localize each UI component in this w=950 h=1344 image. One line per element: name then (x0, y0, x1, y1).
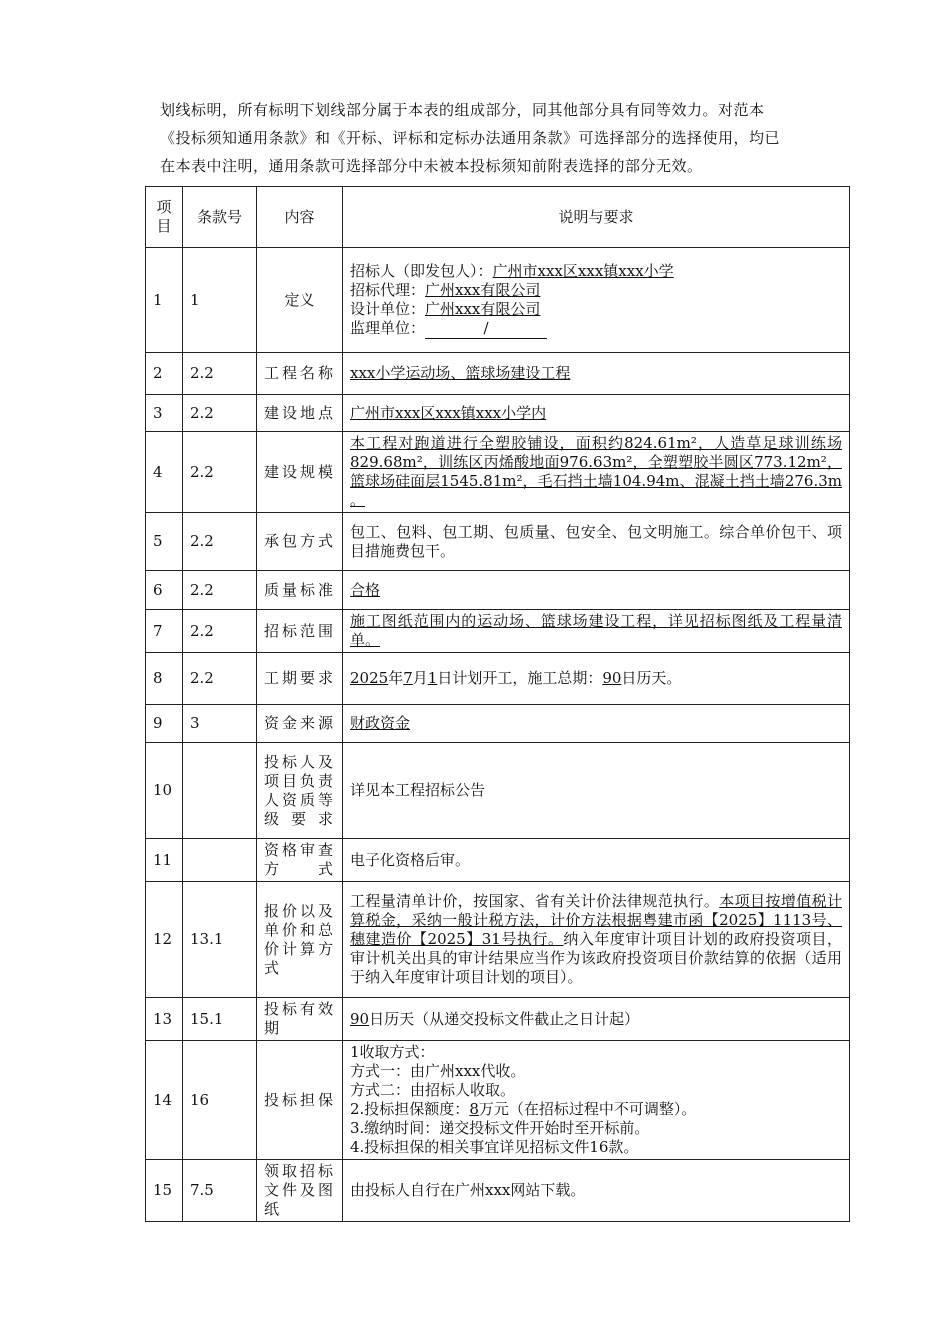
row-clause: 2.2 (183, 653, 257, 705)
definition-label: 监理单位： (350, 318, 426, 337)
row-content: 建设地点 (257, 395, 343, 432)
row-content: 建设规模 (257, 432, 343, 513)
bid-instructions-table (145, 186, 850, 1222)
definition-value: 广州市xxx区xxx镇xxx小学 (492, 261, 674, 280)
row-content: 资格审查方式 (257, 839, 343, 882)
definition-label: 招标代理： (350, 280, 426, 299)
row-content: 投标有效期 (257, 998, 343, 1041)
row-desc: 电子化资格后审。 (343, 839, 850, 882)
row-content: 工期要求 (257, 653, 343, 705)
intro-paragraph (160, 96, 850, 180)
table-row (146, 571, 850, 610)
row-desc (343, 1041, 850, 1160)
table-row (146, 1160, 850, 1222)
row-no: 2 (146, 353, 183, 395)
table-row (146, 1041, 850, 1160)
row-content: 资金来源 (257, 705, 343, 743)
table-row (146, 882, 850, 998)
row-no: 11 (146, 839, 183, 882)
row-no: 8 (146, 653, 183, 705)
validity-days: 90 (350, 1009, 370, 1028)
guarantee-line: 方式一：由广州xxx代收。 (350, 1062, 526, 1080)
header-clause: 条款号 (183, 187, 257, 248)
row-no: 14 (146, 1041, 183, 1160)
row-no: 15 (146, 1160, 183, 1222)
row-clause: 2.2 (183, 353, 257, 395)
row-desc: 由投标人自行在广州xxx网站下载。 (343, 1160, 850, 1222)
row-no: 6 (146, 571, 183, 610)
pricing-text: 工程量清单计价，按国家、省有关计价法律规范执行。 (350, 892, 720, 910)
row-content: 招标范围 (257, 610, 343, 653)
row-clause: 16 (183, 1041, 257, 1160)
start-day: 1 (427, 669, 438, 687)
pricing-text: 纳入年度审计项目计划的政府投资项目，审计机关出具的审计结果应当作为该政府投资项目价款结算的依据（适用于纳入年度审计项目计划的项目）。 (350, 930, 842, 986)
guarantee-amount: 8 (469, 1100, 479, 1118)
table-row (146, 998, 850, 1041)
row-clause: 2.2 (183, 395, 257, 432)
row-clause: 2.2 (183, 610, 257, 653)
row-clause: 7.5 (183, 1160, 257, 1222)
total-days: 90 (602, 669, 622, 687)
definition-label: 招标人（即发包人）： (350, 261, 493, 280)
row-content: 工程名称 (257, 353, 343, 395)
row-desc: 广州市xxx区xxx镇xxx小学内 (343, 395, 850, 432)
guarantee-line: 方式二：由招标人收取。 (350, 1081, 516, 1099)
row-no: 4 (146, 432, 183, 513)
guarantee-text: 2.投标担保额度： (350, 1100, 470, 1118)
table-row (146, 248, 850, 353)
guarantee-line: 3.缴纳时间：递交投标文件开始时至开标前。 (350, 1119, 650, 1137)
row-content: 承包方式 (257, 513, 343, 571)
table-row (146, 743, 850, 839)
table-row (146, 395, 850, 432)
row-no: 13 (146, 998, 183, 1041)
row-desc (343, 882, 850, 998)
table-row (146, 610, 850, 653)
row-clause: 2.2 (183, 571, 257, 610)
table-row (146, 353, 850, 395)
intro-line: 《投标须知通用条款》和《开标、评标和定标办法通用条款》可选择部分的选择使用，均已 (160, 129, 781, 147)
guarantee-line: 4.投标担保的相关事宜详见招标文件16款。 (350, 1138, 639, 1156)
start-month: 7 (403, 669, 413, 687)
intro-line: 在本表中注明，通用条款可选择部分中未被本投标须知前附表选择的部分无效。 (160, 157, 703, 175)
row-desc: 合格 (343, 571, 850, 610)
row-desc (343, 998, 850, 1041)
row-clause (183, 743, 257, 839)
row-no: 1 (146, 248, 183, 353)
definition-value: / (425, 319, 547, 339)
row-content: 投标担保 (257, 1041, 343, 1160)
row-desc: 财政资金 (343, 705, 850, 743)
period-text: 日历天。 (621, 669, 682, 687)
row-clause: 2.2 (183, 432, 257, 513)
period-text: 月 (412, 669, 428, 687)
guarantee-line: 1收取方式： (350, 1043, 435, 1061)
row-clause: 3 (183, 705, 257, 743)
definition-label: 设计单位： (350, 299, 426, 318)
row-no: 7 (146, 610, 183, 653)
period-text: 年 (388, 669, 404, 687)
table-row (146, 653, 850, 705)
row-desc (343, 248, 850, 353)
table-row (146, 705, 850, 743)
table-row (146, 513, 850, 571)
row-no: 5 (146, 513, 183, 571)
row-clause (183, 839, 257, 882)
guarantee-text: 万元（在招标过程中不可调整）。 (478, 1100, 697, 1118)
row-desc: 详见本工程招标公告 (343, 743, 850, 839)
definition-value: 广州xxx有限公司 (425, 280, 541, 299)
row-clause: 1 (183, 248, 257, 353)
row-desc: 本工程对跑道进行全塑胶铺设，面积约824.61m²，人造草足球训练场829.68m²，训练区丙烯酸地面976.63m²，全塑塑胶半圆区773.12m²，篮球场硅面层1545.81m²，毛石挡土墙104.94m、混凝土挡土墙276.3m 。 (343, 432, 850, 513)
validity-text: 日历天（从递交投标文件截止之日计起） (369, 1009, 640, 1028)
pricing-text-underlined: 本项目按增值税计算税金，采纳一般计税方法，计价方法根据粤建市函【2025】1113号、穗建造价【2025】31号执行。 (350, 892, 842, 948)
row-clause: 2.2 (183, 513, 257, 571)
definition-value: 广州xxx有限公司 (425, 299, 541, 318)
row-content: 质量标准 (257, 571, 343, 610)
header-item: 项目 (146, 187, 183, 248)
table-row (146, 432, 850, 513)
row-no: 10 (146, 743, 183, 839)
row-no: 12 (146, 882, 183, 998)
row-no: 9 (146, 705, 183, 743)
row-desc (343, 653, 850, 705)
row-desc: 施工图纸范围内的运动场、篮球场建设工程，详见招标图纸及工程量清单。 (343, 610, 850, 653)
table-header-row (146, 187, 850, 248)
row-content: 报价以及单价和总价计算方式 (257, 882, 343, 998)
row-clause: 13.1 (183, 882, 257, 998)
row-no: 3 (146, 395, 183, 432)
row-content: 定义 (257, 248, 343, 353)
row-desc: 包工、包料、包工期、包质量、包安全、包文明施工。综合单价包干、项目措施费包干。 (343, 513, 850, 571)
intro-line: 划线标明，所有标明下划线部分属于本表的组成部分，同其他部分具有同等效力。对范本 (160, 101, 765, 119)
period-text: 日计划开工，施工总期： (437, 669, 603, 687)
header-content: 内容 (257, 187, 343, 248)
row-clause: 15.1 (183, 998, 257, 1041)
row-content: 领取招标文件及图纸 (257, 1160, 343, 1222)
row-content: 投标人及项目负责人资质等级要求 (257, 743, 343, 839)
start-year: 2025 (350, 669, 389, 687)
table-row (146, 839, 850, 882)
header-desc: 说明与要求 (343, 187, 850, 248)
row-desc: xxx小学运动场、篮球场建设工程 (343, 353, 850, 395)
